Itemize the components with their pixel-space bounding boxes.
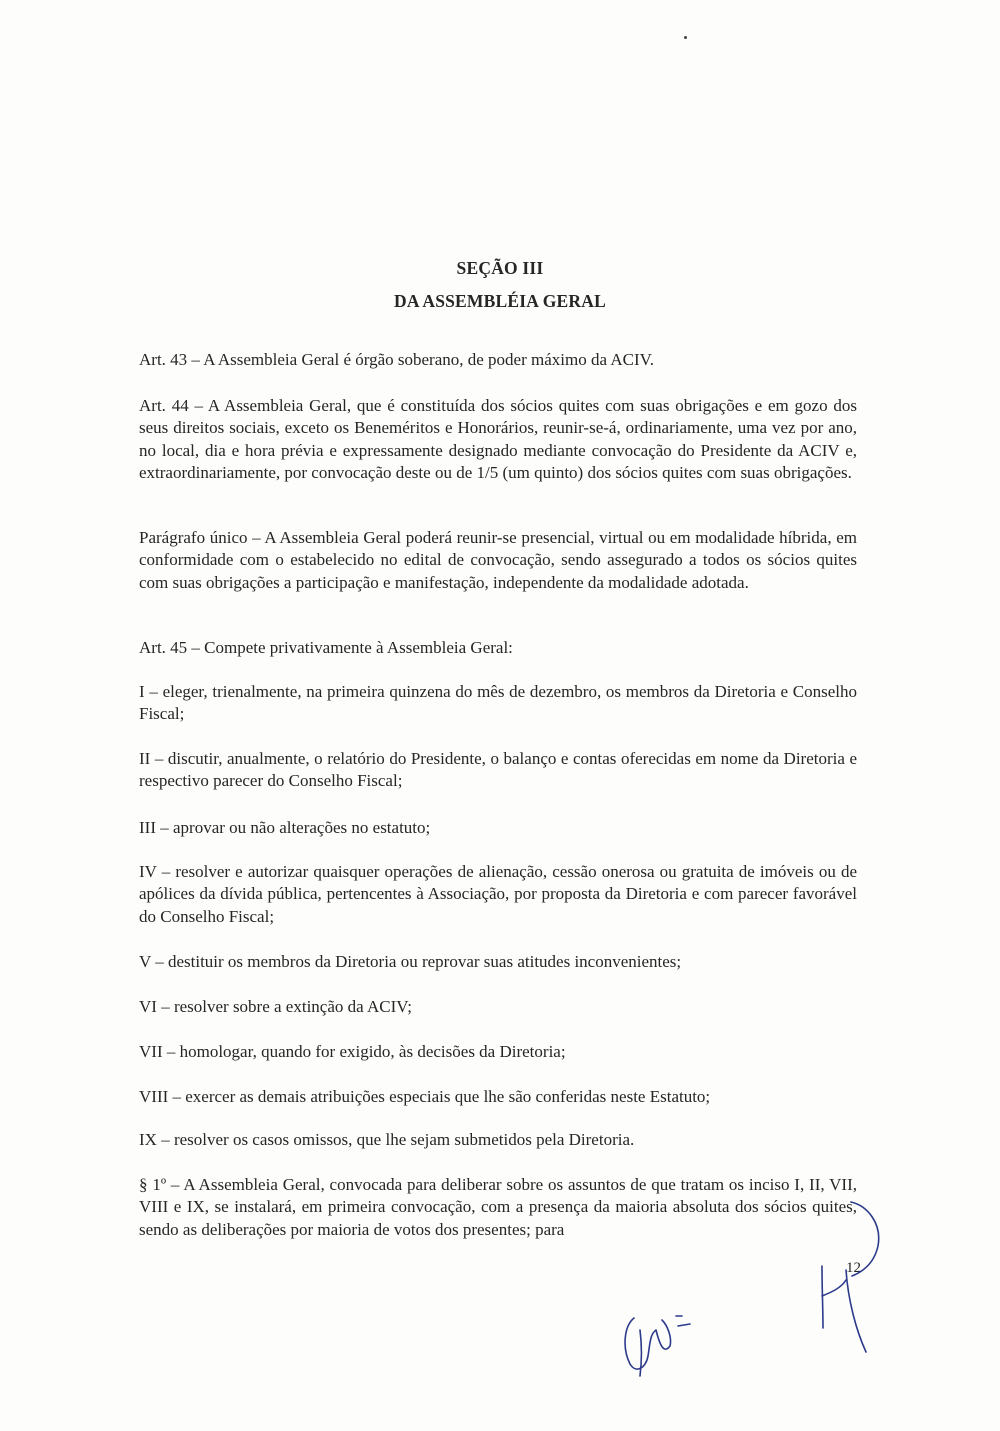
inciso-iii: III – aprovar ou não alterações no estatuto; [139,818,431,837]
article-44: Art. 44 – A Assembleia Geral, que é constituída dos sócios quites com suas obrigações e em gozo dos seus direitos sociais, exceto os Beneméritos e Honorários, reunir-se-á, ordinariamente, uma vez por ano, no local, dia e hora prévia e expressamente designado mediante convocação do Presidente da ACIV e, extraordinariamente, por convocação deste ou de 1/5 (um quinto) dos sócios quites com suas obrigações. [139,396,857,483]
inciso-iv: IV – resolver e autorizar quaisquer operações de alienação, cessão onerosa ou gratuita de imóveis ou de apólices da dívida pública, pertencentes à Associação, por proposta da Diretoria e com parecer favorável do Conselho Fiscal; [139,862,857,926]
inciso-vi: VI – resolver sobre a extinção da ACIV; [139,997,413,1016]
signature-initial-center [625,1318,670,1376]
inciso-v: V – destituir os membros da Diretoria ou reprovar suas atitudes inconvenientes; [139,952,682,971]
inciso-ii: II – discutir, anualmente, o relatório do Presidente, o balanço e contas oferecidas em nome da Diretoria e respectivo parecer do Conselho Fiscal; [139,749,857,791]
paragrafo-unico: Parágrafo único – A Assembleia Geral poderá reunir-se presencial, virtual ou em modalidade híbrida, em conformidade com o estabelecido no edital de convocação, sendo assegurado a todos os sócios quites com suas obrigações a participação e manifestação, independente da modalidade adotada. [139,528,857,592]
inciso-vii: VII – homologar, quando for exigido, às decisões da Diretoria; [139,1042,566,1061]
inciso-viii: VIII – exercer as demais atribuições especiais que lhe são conferidas neste Estatuto; [139,1087,711,1106]
page-number: 12 [846,1260,861,1276]
inciso-i: I – eleger, trienalmente, na primeira quinzena do mês de dezembro, os membros da Diretoria e Conselho Fiscal; [139,682,857,724]
section-subtitle: DA ASSEMBLÉIA GERAL [394,291,606,311]
article-45: Art. 45 – Compete privativamente à Assembleia Geral: [139,638,513,657]
inciso-ix: IX – resolver os casos omissos, que lhe sejam submetidos pela Diretoria. [139,1130,635,1149]
signature-initial-right [822,1266,866,1352]
paragraph-1: § 1º – A Assembleia Geral, convocada para deliberar sobre os assuntos de que tratam os inciso I, II, VII, VIII e IX, se instalará, em primeira convocação, com a presença da maioria absoluta dos sócios quites, sendo as deliberações por maioria de votos dos presentes; para [139,1175,857,1239]
section-title: SEÇÃO III [456,258,544,278]
signature-loop [851,1202,879,1276]
article-43: Art. 43 – A Assembleia Geral é órgão soberano, de poder máximo da ACIV. [139,350,654,369]
signature-dashes [676,1316,690,1326]
